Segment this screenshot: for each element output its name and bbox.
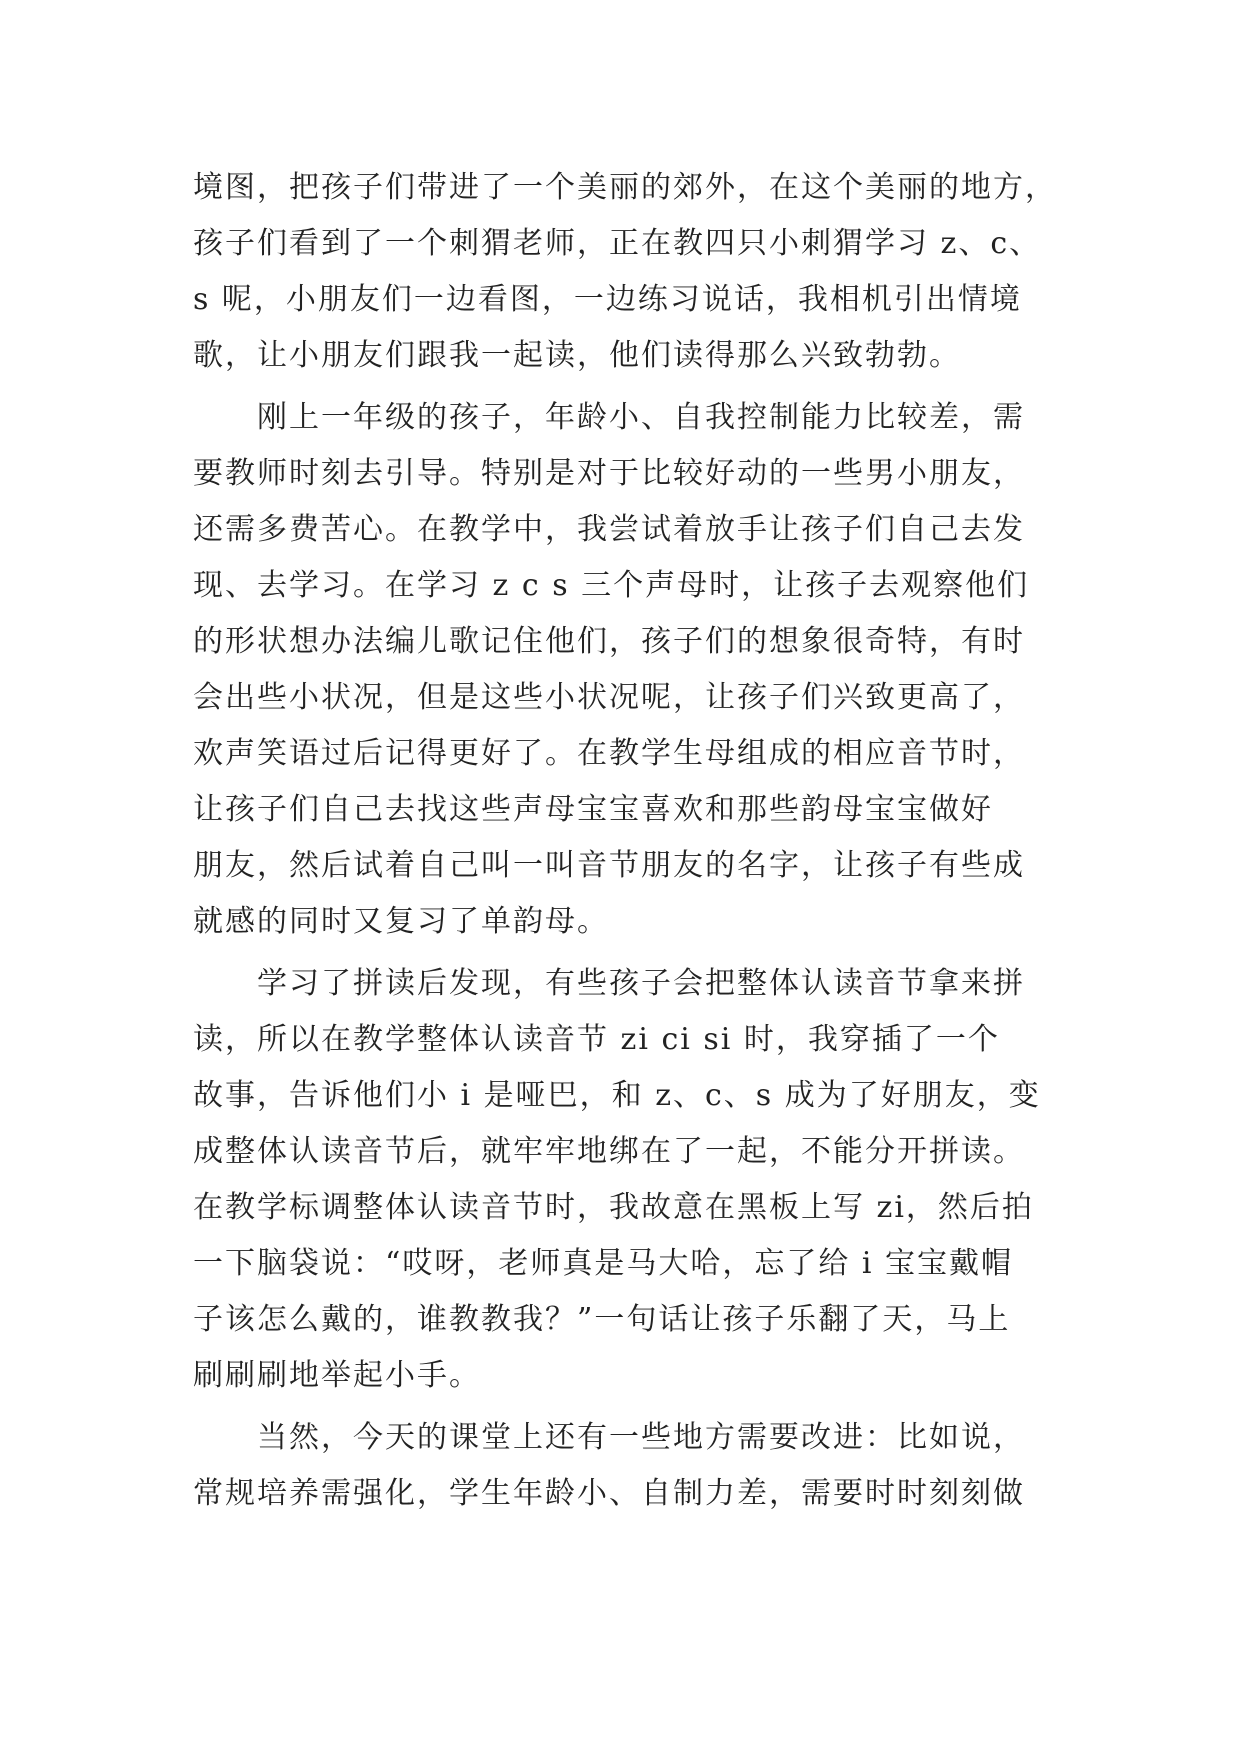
text-line: 孩子们看到了一个刺猬老师，正在教四只小刺猬学习 z、c、 xyxy=(193,226,1042,261)
text-line: 成整体认读音节后，就牢牢地绑在了一起，不能分开拼读。 xyxy=(193,1134,1025,1169)
text-line: 在教学标调整体认读音节时，我故意在黑板上写 zi，然后拍 xyxy=(193,1190,1034,1225)
paragraph-start-line: 刚上一年级的孩子，年龄小、自我控制能力比较差，需 xyxy=(193,400,1025,435)
text-line: 要教师时刻去引导。特别是对于比较好动的一些男小朋友， xyxy=(193,456,1025,491)
text-line: 的形状想办法编儿歌记住他们，孩子们的想象很奇特，有时 xyxy=(193,624,1025,659)
text-line: 朋友，然后试着自己叫一叫音节朋友的名字，让孩子有些成 xyxy=(193,848,1025,883)
text-line: 子该怎么戴的，谁教教我？”一句话让孩子乐翻了天，马上 xyxy=(193,1302,1011,1337)
text-line: 还需多费苦心。在教学中，我尝试着放手让孩子们自己去发 xyxy=(193,512,1025,547)
text-line: 欢声笑语过后记得更好了。在教学生母组成的相应音节时， xyxy=(193,736,1025,771)
text-line: 常规培养需强化，学生年龄小、自制力差，需要时时刻刻做 xyxy=(193,1476,1025,1511)
text-line: 读，所以在教学整体认读音节 zi ci si 时，我穿插了一个 xyxy=(193,1022,1000,1057)
text-line: s 呢，小朋友们一边看图，一边练习说话，我相机引出情境 xyxy=(193,282,1022,317)
text-line: 一下脑袋说：“哎呀，老师真是马大哈，忘了给 i 宝宝戴帽 xyxy=(193,1246,1014,1281)
text-line: 会出些小状况，但是这些小状况呢，让孩子们兴致更高了， xyxy=(193,680,1025,715)
paragraph-start-line: 学习了拼读后发现，有些孩子会把整体认读音节拿来拼 xyxy=(193,966,1025,1001)
text-line: 故事，告诉他们小 i 是哑巴，和 z、c、s 成为了好朋友，变 xyxy=(193,1078,1041,1113)
text-line: 现、去学习。在学习 z c s 三个声母时，让孩子去观察他们 xyxy=(193,568,1030,603)
text-line: 让孩子们自己去找这些声母宝宝喜欢和那些韵母宝宝做好 xyxy=(193,792,993,827)
text-line: 歌，让小朋友们跟我一起读，他们读得那么兴致勃勃。 xyxy=(193,338,961,373)
text-line: 刷刷刷地举起小手。 xyxy=(193,1358,481,1393)
text-line: 就感的同时又复习了单韵母。 xyxy=(193,904,609,939)
body-text xyxy=(193,160,1073,1522)
paragraph-start-line: 当然，今天的课堂上还有一些地方需要改进：比如说， xyxy=(193,1420,1025,1455)
text-line: 境图，把孩子们带进了一个美丽的郊外，在这个美丽的地方， xyxy=(193,170,1057,205)
